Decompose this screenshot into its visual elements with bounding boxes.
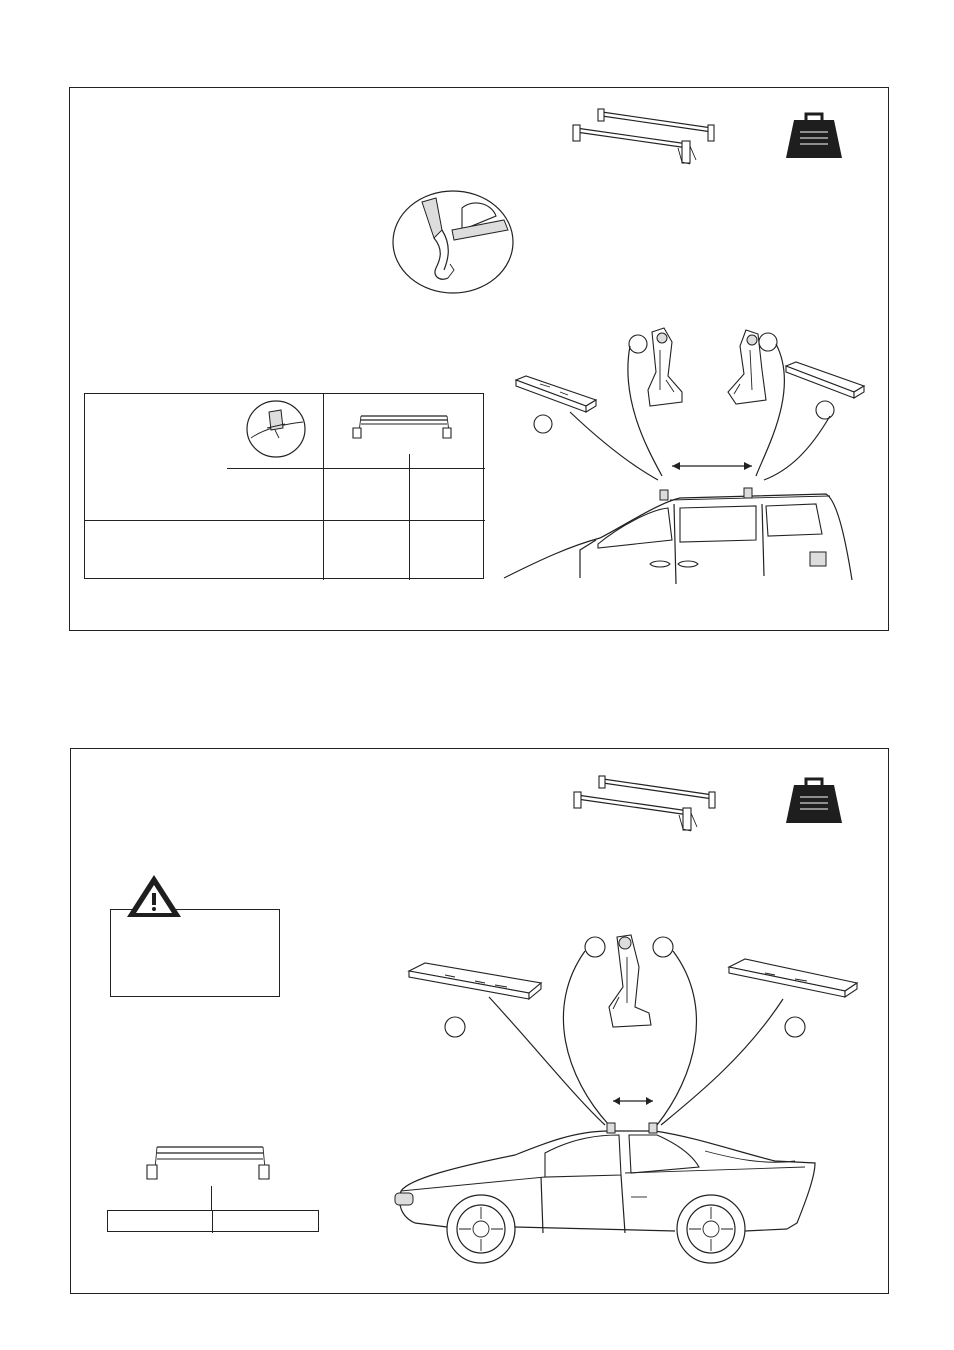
warning-box [110, 909, 280, 997]
fitting-table-bottom [107, 1210, 319, 1232]
callout-2 [653, 937, 673, 957]
roof-bars-icon [570, 104, 730, 174]
callout-1 [629, 335, 647, 353]
pad-left-icon [516, 376, 596, 412]
callout-3 [534, 415, 552, 433]
bar-front-view-icon [347, 408, 457, 442]
callout-4 [816, 401, 834, 419]
fitting-table-top [84, 393, 484, 579]
foot-left-icon [648, 328, 682, 406]
callout-4 [785, 1017, 805, 1037]
pad-right-icon [729, 959, 857, 997]
roof-bars-icon [571, 771, 731, 841]
car-estate-icon [500, 320, 900, 584]
instruction-panel-bottom [70, 748, 889, 1294]
weight-icon [786, 779, 842, 825]
gutter-clamp-detail-icon [392, 190, 514, 294]
foot-icon [609, 935, 651, 1027]
gutter-detail-small-icon [245, 398, 307, 458]
callout-1 [585, 937, 605, 957]
wheel-rear-icon [677, 1195, 745, 1263]
wheel-front-icon [447, 1195, 515, 1263]
bar-front-view-icon [141, 1139, 271, 1183]
weight-icon [786, 114, 842, 160]
callout-3 [445, 1017, 465, 1037]
pad-right-icon [786, 362, 864, 398]
instruction-panel-top [69, 87, 889, 631]
car-coupe-icon [395, 927, 875, 1269]
pad-left-icon [409, 963, 541, 999]
warning-icon [125, 873, 183, 919]
callout-2 [759, 333, 777, 351]
